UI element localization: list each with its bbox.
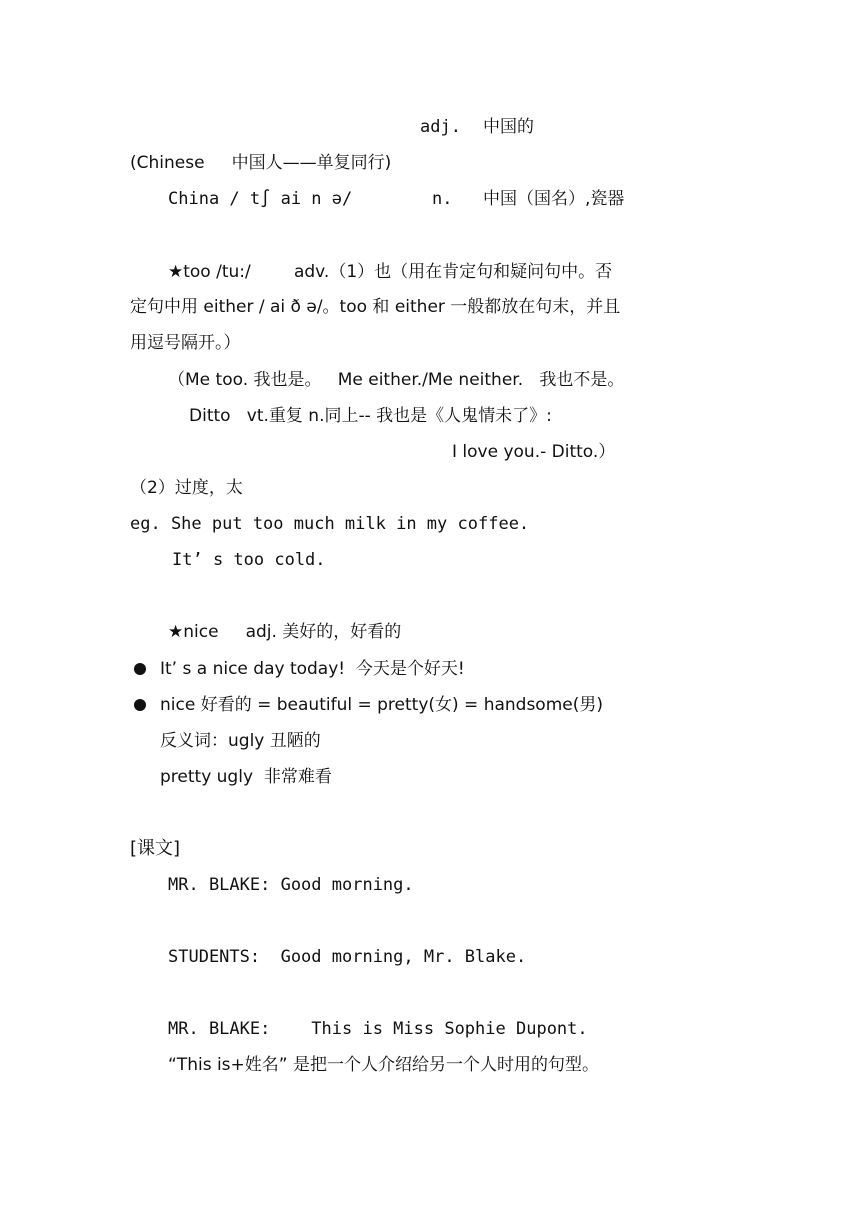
ditto-line: Ditto vt.重复 n.同上-- 我也是《人鬼情未了》: [189, 406, 552, 426]
chinese-note: (Chinese 中国人——单复同行) [130, 153, 392, 173]
china-word: China / t∫ ai n ə/ [168, 189, 353, 209]
lesson-heading: [课文] [130, 838, 181, 859]
pretty-ugly-phrase: pretty ugly 非常难看 [160, 767, 332, 787]
nice-example-1: It’ s a nice day today! 今天是个好天! [160, 659, 465, 679]
chinese-meaning: 中国的 [483, 117, 534, 137]
too-sense-2: （2）过度，太 [130, 478, 243, 498]
nice-synonyms: nice 好看的 = beautiful = pretty(女) = handsome(男) [160, 695, 603, 715]
bullet-icon [134, 699, 146, 711]
too-definition-cont: 定句中用 either / ai ð ə/。too 和 either 一般都放在句末，并且 [130, 297, 621, 317]
too-usage-line: （Me too. 我也是。 Me either./Me neither. 我也不是。 [168, 370, 625, 390]
dialogue-line-2: STUDENTS: Good morning, Mr. Blake. [168, 947, 527, 967]
ditto-example: I love you.- Ditto.） [452, 442, 616, 462]
too-definition-end: 用逗号隔开。） [130, 333, 241, 353]
dialogue-line-3: MR. BLAKE: This is Miss Sophie Dupont. [168, 1019, 588, 1039]
too-headword: ★too /tu:/ adv.（1）也（用在肯定句和疑问句中。否 [168, 262, 613, 282]
nice-antonym: 反义词：ugly 丑陋的 [160, 731, 321, 751]
too-example-2: It’ s too cold. [172, 550, 326, 570]
china-pos: n. [432, 189, 453, 209]
dialogue-line-1: MR. BLAKE: Good morning. [168, 875, 414, 895]
bullet-icon [134, 663, 146, 675]
too-example-1: eg. She put too much milk in my coffee. [130, 514, 530, 534]
china-meaning: 中国（国名）,瓷器 [483, 189, 625, 209]
chinese-pos: adj. [420, 117, 461, 137]
grammar-note: “This is+姓名” 是把一个人介绍给另一个人时用的句型。 [168, 1055, 599, 1075]
nice-headword: ★nice adj. 美好的，好看的 [168, 622, 402, 642]
